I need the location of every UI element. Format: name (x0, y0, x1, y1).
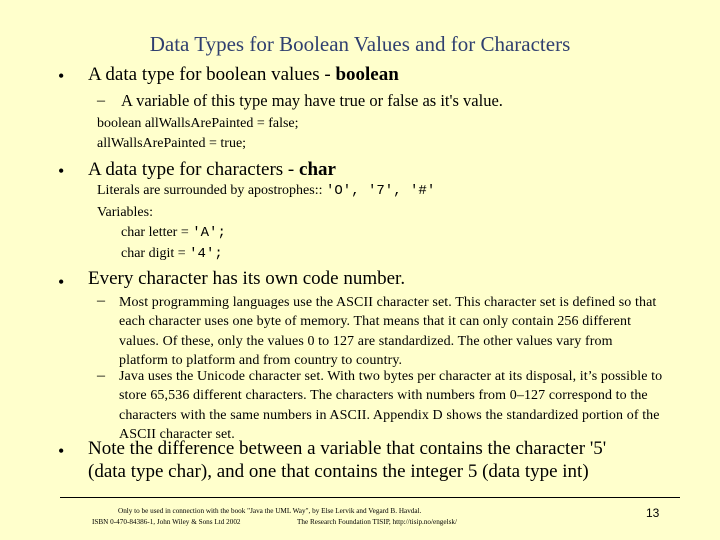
bullet-marker: • (58, 441, 65, 461)
dash-marker: – (97, 92, 105, 109)
variable-letter (121, 225, 226, 241)
variable-letter-value: 'A'; (192, 225, 226, 241)
bullet-marker: • (58, 66, 65, 86)
bullet-marker: • (58, 272, 65, 292)
note-line-2: (data type char), and one that contains the integer 5 (data type int) (88, 461, 589, 482)
unicode-paragraph: Java uses the Unicode character set. With two bytes per character at its disposal, it’s possible to store 65,536 different characters. The characters with numbers from 0–127 correspond to the characters with the same numbers in ASCII. Appendix D shows the standardized portion of the ASCII character set. (119, 369, 663, 442)
bullet-boolean-keyword: boolean (335, 64, 399, 85)
variable-digit-decl: char digit = (121, 246, 190, 261)
bullet-code-number: Every character has its own code number. (88, 268, 406, 289)
code-line-1: boolean allWallsArePainted = false; (97, 116, 299, 131)
footer-divider (60, 497, 680, 498)
literals-label: Literals are surrounded by apostrophes:: (97, 183, 326, 198)
slide-title: Data Types for Boolean Values and for Characters (149, 32, 571, 56)
dash-marker: – (97, 292, 105, 309)
variable-digit (121, 246, 223, 262)
code-line-2: allWallsArePainted = true; (97, 136, 247, 151)
bullet-boolean (88, 64, 399, 86)
variables-label: Variables: (97, 205, 153, 220)
variable-digit-value: '4'; (189, 246, 223, 262)
bullet-char (88, 159, 336, 181)
footer-publisher: The Research Foundation TISIP, http://tisip.no/engelsk/ (297, 518, 457, 526)
ascii-paragraph: Most programming languages use the ASCII character set. This character set is defined so that each character uses one byte of memory. That means that it can only contain 256 different values. Of these, only the values 0 to 127 are standardized. The other values vary from platform to platform and from country to country. (119, 295, 657, 368)
page-number: 13 (646, 506, 660, 520)
bullet-marker: • (58, 161, 65, 181)
literals-values: 'O', '7', '#' (326, 183, 436, 199)
bullet-char-keyword: char (299, 159, 336, 180)
bullet-char-text: A data type for characters - (88, 159, 300, 180)
footer-isbn: ISBN 0-470-84386-1, John Wiley & Sons Ltd 2002 (92, 518, 241, 526)
variable-letter-decl: char letter = (121, 225, 193, 240)
footer-book-credit: Only to be used in connection with the book "Java the UML Way", by Else Lervik and Vegard B. Havdal. (118, 507, 422, 515)
note-line-1: Note the difference between a variable that contains the character '5' (88, 438, 607, 459)
dash-marker: – (97, 367, 105, 384)
bullet-boolean-text: A data type for boolean values - (88, 64, 336, 85)
boolean-description: A variable of this type may have true or false as it's value. (121, 91, 503, 110)
literals-line (97, 183, 435, 199)
